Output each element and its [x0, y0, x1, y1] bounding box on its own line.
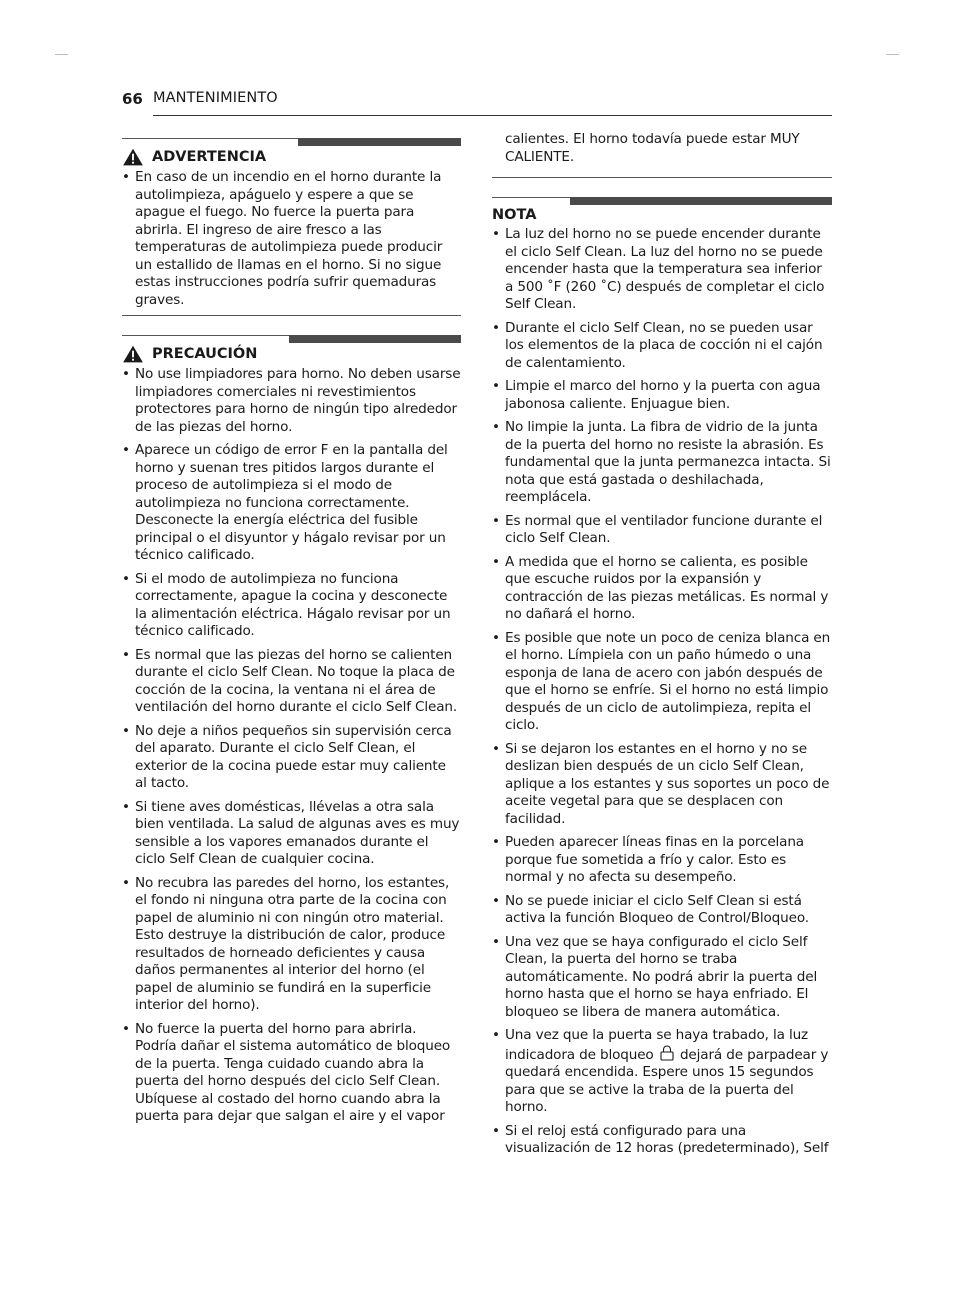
- left-column: [122, 138, 461, 1132]
- list-item: • No se puede iniciar el ciclo Self Clean si está activa la función Bloqueo de Control/Bloqueo.: [492, 893, 832, 928]
- warning-triangle-icon: [122, 148, 144, 166]
- caution-title: PRECAUCIÓN: [152, 346, 258, 362]
- list-item-lock: [492, 1027, 832, 1117]
- right-column: [492, 131, 832, 1164]
- list-item: • No recubra las paredes del horno, los estantes, el fondo ni ninguna otra parte de la cocina con papel de aluminio ni con ningún otro material. Esto destruye la distribución de calor, produce resultados de horneado deficientes y causa daños permanentes al interior del horno (el papel de aluminio se fundirá en la superficie interior del horno).: [122, 875, 461, 1015]
- caution-heading: [122, 345, 461, 363]
- list-item: • Es posible que note un poco de ceniza blanca en el horno. Límpiela con un paño húmedo o una esponja de lana de acero con jabón después de que el horno se enfríe. Si el horno no está limpio después de un ciclo de autolimpieza, repita el ciclo.: [492, 630, 832, 735]
- warning-title: ADVERTENCIA: [152, 149, 267, 165]
- note-title: NOTA: [492, 207, 537, 223]
- list-item: • Si se dejaron los estantes en el horno y no se deslizan bien después de un ciclo Self Clean, aplique a los estantes y sus soportes un poco de aceite vegetal para que se desplacen con facilidad.: [492, 741, 832, 829]
- list-item: • No use limpiadores para horno. No deben usarse limpiadores comerciales ni revestimientos protectores para horno de ningún tipo alrededor de las piezas del horno.: [122, 366, 461, 436]
- list-item: • Una vez que se haya configurado el ciclo Self Clean, la puerta del horno se traba automáticamente. No podrá abrir la puerta del horno hasta que el horno se haya enfriado. El bloqueo se libera de manera automática.: [492, 934, 832, 1022]
- list-item: • En caso de un incendio en el horno durante la autolimpieza, apáguelo y espere a que se apague el fuego. No fuerce la puerta para abrirla. El ingreso de aire fresco a las temperaturas de autolimpieza puede producir un estallido de llamas en el horno. Si no sigue estas instrucciones podría sufrir quemaduras graves.: [122, 169, 461, 309]
- page-header: [122, 89, 832, 117]
- list-item: • No deje a niños pequeños sin supervisión cerca del aparato. Durante el ciclo Self Clean, el exterior de la cocina puede estar muy caliente al tacto.: [122, 723, 461, 793]
- section-title: MANTENIMIENTO: [153, 90, 278, 106]
- lock-icon: [660, 1045, 674, 1061]
- list-item: • A medida que el horno se calienta, es posible que escuche ruidos por la expansión y contracción de las piezas metálicas. Es normal y no dañará el horno.: [492, 554, 832, 624]
- list-item: • Es normal que las piezas del horno se calienten durante el ciclo Self Clean. No toque la placa de cocción de la cocina, la ventana ni el área de ventilación del horno durante el ciclo Self Clean.: [122, 647, 461, 717]
- crop-mark-left: [55, 54, 68, 55]
- note-box: [492, 197, 832, 1158]
- page-number: 66: [122, 90, 143, 108]
- list-item: • Aparece un código de error F en la pantalla del horno y suenan tres pitidos largos durante el proceso de autolimpieza si el modo de autolimpieza no funciona correctamente. Desconecte la energía eléctrica del fusible principal o el disyuntor y hágalo revisar por un técnico calificado.: [122, 442, 461, 565]
- list-item: • Si tiene aves domésticas, llévelas a otra sala bien ventilada. La salud de algunas aves es muy sensible a los vapores emanados durante el ciclo Self Clean de cualquier cocina.: [122, 799, 461, 869]
- list-item: • Si el modo de autolimpieza no funciona correctamente, apague la cocina y desconecte la alimentación eléctrica. Hágalo revisar por un técnico calificado.: [122, 571, 461, 641]
- list-item: • Es normal que el ventilador funcione durante el ciclo Self Clean.: [492, 513, 832, 548]
- caution-box: [122, 335, 461, 1126]
- crop-mark-right: [886, 54, 899, 55]
- lock-item-text-after: dejará de parpadear y quedará encendida. Espere unos 15 segundos para que se active la traba de la puerta del horno.: [505, 1046, 829, 1115]
- lock-item-text-before: Una vez que la puerta se haya trabado, la luz indicadora de bloqueo: [505, 1027, 809, 1063]
- warning-heading: [122, 148, 461, 166]
- list-item: • No limpie la junta. La fibra de vidrio de la junta de la puerta del horno no resiste la abrasión. Es fundamental que la junta permanezca intacta. Si nota que está gastada o deshilachada, reemplácela.: [492, 419, 832, 507]
- list-item: • Durante el ciclo Self Clean, no se pueden usar los elementos de la placa de cocción ni el cajón de calentamiento.: [492, 320, 832, 373]
- caution-continuation: calientes. El horno todavía puede estar MUY CALIENTE.: [505, 131, 800, 165]
- note-heading: [492, 207, 832, 223]
- list-item: • Si el reloj está configurado para una visualización de 12 horas (predeterminado), Self: [492, 1123, 832, 1158]
- list-item: • Limpie el marco del horno y la puerta con agua jabonosa caliente. Enjuague bien.: [492, 378, 832, 413]
- warning-box: [122, 138, 461, 316]
- warning-list: [122, 169, 461, 309]
- header-rule: [153, 115, 832, 116]
- list-item: • La luz del horno no se puede encender durante el ciclo Self Clean. La luz del horno no se puede encender hasta que la temperatura sea inferior a 500 ˚F (260 ˚C) después de completar el ciclo Self Clean.: [492, 226, 832, 314]
- warning-triangle-icon: [122, 345, 144, 363]
- caution-list: [122, 366, 461, 1126]
- note-list: [492, 226, 832, 1158]
- list-item: • No fuerce la puerta del horno para abrirla. Podría dañar el sistema automático de bloqueo de la puerta. Tenga cuidado cuando abra la puerta del horno después del ciclo Self Clean. Ubíquese al costado del horno cuando abra la puerta para dejar que salgan el aire y el vapor: [122, 1021, 461, 1126]
- list-item: • Pueden aparecer líneas finas en la porcelana porque fue sometida a frío y calor. Esto es normal y no afecta su desempeño.: [492, 834, 832, 887]
